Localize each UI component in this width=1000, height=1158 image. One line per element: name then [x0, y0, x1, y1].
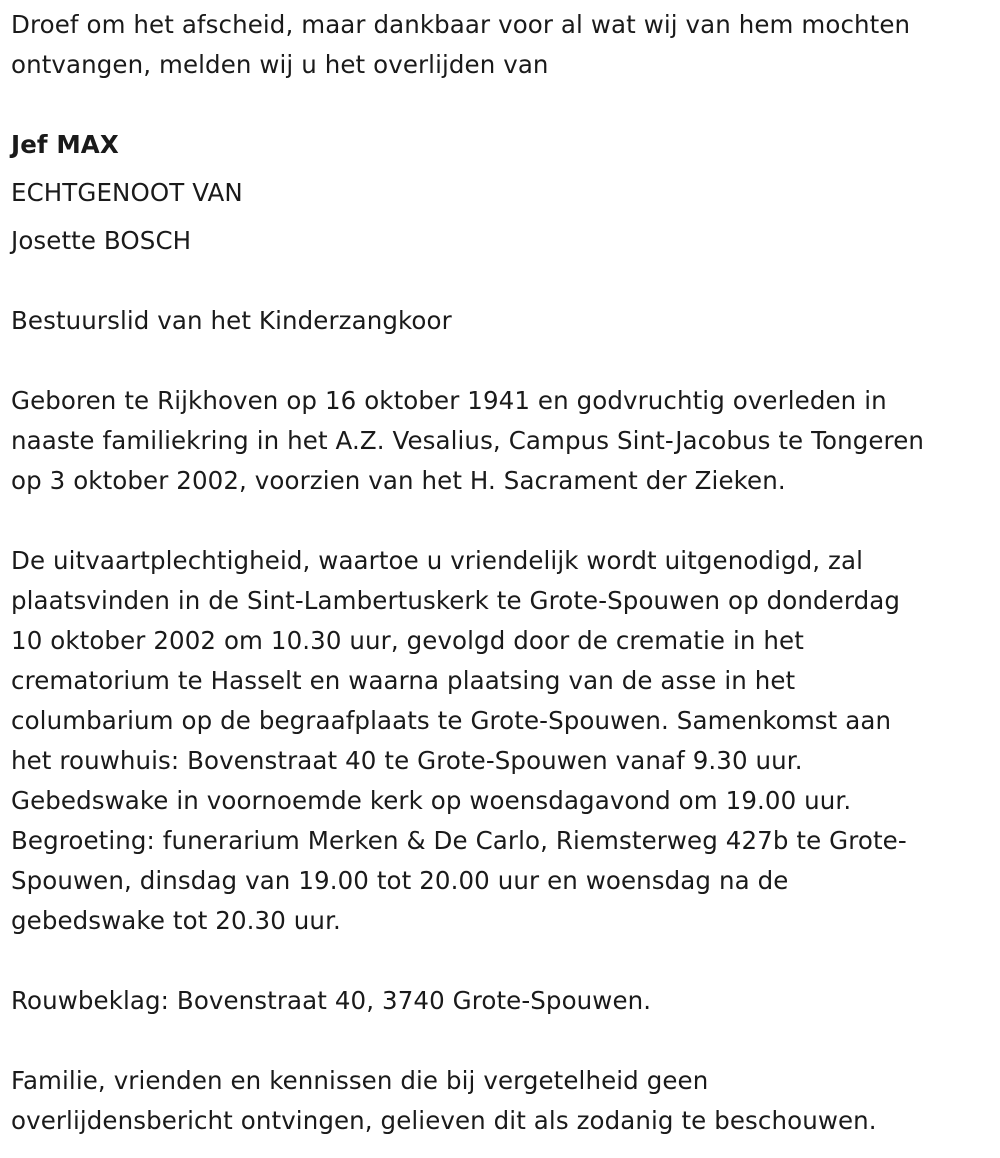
funeral-line: columbarium op de begraafplaats te Grote-Spouwen. Samenkomst aan	[11, 706, 892, 735]
relation-label: ECHTGENOOT VAN	[11, 178, 243, 207]
funeral-line: gebedswake tot 20.30 uur.	[11, 906, 341, 935]
birth-death-line: naaste familiekring in het A.Z. Vesalius, Campus Sint-Jacobus te Tongeren	[11, 426, 924, 455]
closing-line: overlijdensbericht ontvingen, gelieven dit als zodanig te beschouwen.	[11, 1106, 877, 1135]
deceased-name: Jef MAX	[11, 130, 119, 159]
funeral-line: het rouwhuis: Bovenstraat 40 te Grote-Spouwen vanaf 9.30 uur.	[11, 746, 803, 775]
birth-death-line: op 3 oktober 2002, voorzien van het H. Sacrament der Zieken.	[11, 466, 786, 495]
funeral-line: Gebedswake in voornoemde kerk op woensdagavond om 19.00 uur.	[11, 786, 852, 815]
funeral-line: 10 oktober 2002 om 10.30 uur, gevolgd door de crematie in het	[11, 626, 804, 655]
role-text: Bestuurslid van het Kinderzangkoor	[11, 306, 452, 335]
condolences-address: Rouwbeklag: Bovenstraat 40, 3740 Grote-Spouwen.	[11, 986, 652, 1015]
closing-line: Familie, vrienden en kennissen die bij vergetelheid geen	[11, 1066, 709, 1095]
funeral-line: De uitvaartplechtigheid, waartoe u vriendelijk wordt uitgenodigd, zal	[11, 546, 864, 575]
intro-line: Droef om het afscheid, maar dankbaar voor al wat wij van hem mochten	[11, 10, 911, 39]
funeral-line: Spouwen, dinsdag van 19.00 tot 20.00 uur en woensdag na de	[11, 866, 789, 895]
funeral-line: plaatsvinden in de Sint-Lambertuskerk te Grote-Spouwen op donderdag	[11, 586, 900, 615]
funeral-line: crematorium te Hasselt en waarna plaatsing van de asse in het	[11, 666, 796, 695]
birth-death-line: Geboren te Rijkhoven op 16 oktober 1941 en godvruchtig overleden in	[11, 386, 887, 415]
intro-line: ontvangen, melden wij u het overlijden van	[11, 50, 549, 79]
spouse-name: Josette BOSCH	[11, 226, 192, 255]
funeral-line: Begroeting: funerarium Merken & De Carlo, Riemsterweg 427b te Grote-	[11, 826, 907, 855]
